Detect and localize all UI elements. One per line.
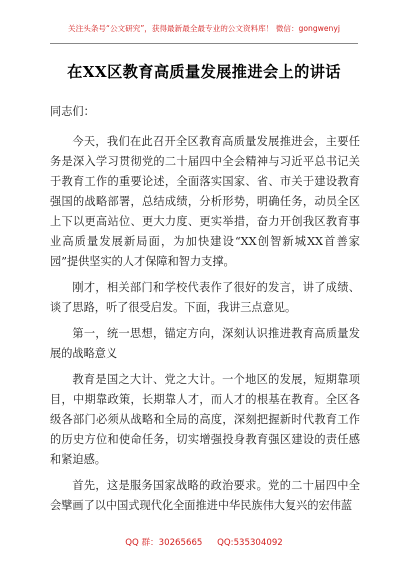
paragraph-transition: 刚才，相关部门和学校代表作了很好的发言，讲了成绩、谈了思路，听了很受启发。下面，我讲三点意见。 — [50, 281, 360, 314]
footer-contacts — [0, 537, 408, 549]
salutation: 同志们： — [50, 105, 95, 118]
footer-qq-group: QQ 群：30265665 — [125, 538, 203, 548]
section-heading-first: 第一，统一思想，锚定方向，深刻认识推进教育高质量发展的战略意义 — [50, 327, 360, 360]
document-title: 在XX区教育高质量发展推进会上的讲话 — [67, 63, 341, 81]
paragraph-education-importance: 教育是国之大计、党之大计。一个地区的发展，短期靠项目，中期靠政策，长期靠人才，而人才的根基在教育。全区各级各部门必须从战略和全局的高度，深刻把握新时代教育工作的历史方位和使命任务，切实增强投身教育强区建设的责任感和紧迫感。 — [50, 373, 360, 466]
footer-qq: QQ:535304092 — [217, 538, 283, 548]
header-divider — [50, 43, 358, 44]
document-body — [50, 102, 360, 522]
paragraph-first-point: 首先，这是服务国家战略的政治要求。党的二十届四中全会擘画了以中国式现代化全面推进中华民族伟大复兴的宏伟蓝 — [50, 479, 360, 512]
paragraph-intro: 今天，我们在此召开全区教育高质量发展推进会，主要任务是深入学习贯彻党的二十届四中全会精神与习近平总书记关于教育工作的重要论述，全面落实国家、省、市关于建设教育强国的战略部署，总结成绩，分析形势，明确任务，动员全区上下以更高站位、更大力度、更实举措，奋力开创我区教育事业高质量发展新局面，为加快建设“XX创智新城XX首善家园”提供坚实的人才保障和智力支撑。 — [50, 135, 360, 268]
header-notice: 关注头条号“公文研究”，获得最新最全最专业的公文资料库！ 微信：gongwenyj — [68, 24, 340, 33]
